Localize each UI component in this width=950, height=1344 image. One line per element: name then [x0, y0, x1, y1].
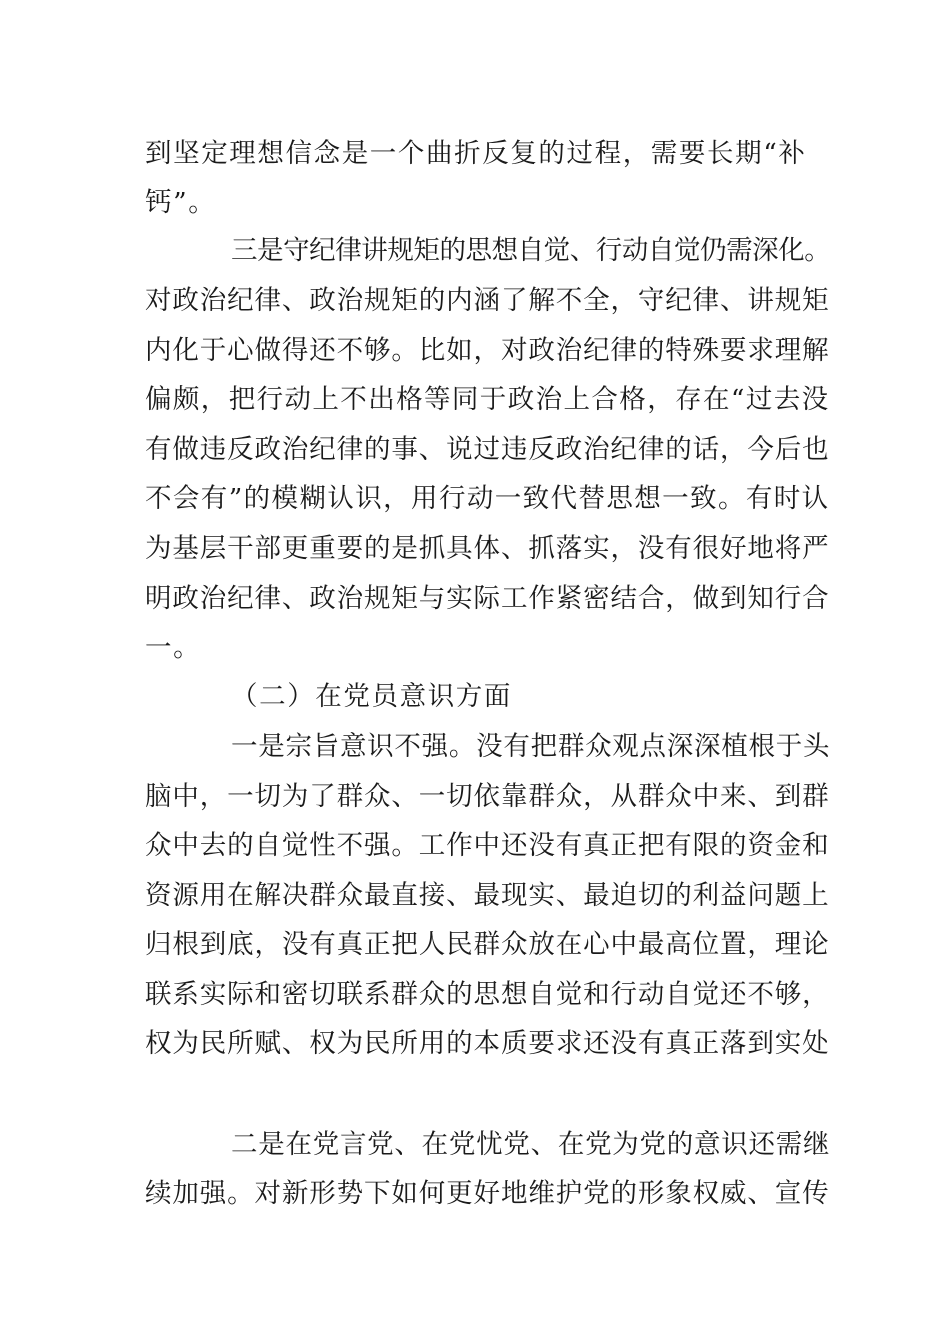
paragraph-start-line: 一是宗旨意识不强。没有把群众观点深深植根于头 — [231, 731, 831, 762]
text-line: 钙”。 — [145, 187, 217, 218]
text-line: 为基层干部更重要的是抓具体、抓落实，没有很好地将严 — [145, 533, 830, 564]
text-line: 联系实际和密切联系群众的思想自觉和行动自觉还不够， — [145, 979, 830, 1010]
text-line: 资源用在解决群众最直接、最现实、最迫切的利益问题上 — [145, 880, 830, 911]
text-line: 明政治纪律、政治规矩与实际工作紧密结合，做到知行合 — [145, 583, 830, 614]
text-line: 脑中，一切为了群众、一切依靠群众，从群众中来、到群 — [145, 781, 830, 812]
paragraph-start-line: 二是在党言党、在党忧党、在党为党的意识还需继 — [231, 1129, 831, 1160]
text-line: 内化于心做得还不够。比如，对政治纪律的特殊要求理解 — [145, 335, 830, 366]
text-line: 不会有”的模糊认识，用行动一致代替思想一致。有时认 — [145, 483, 830, 514]
text-line: 众中去的自觉性不强。工作中还没有真正把有限的资金和 — [145, 830, 830, 861]
text-line: 权为民所赋、权为民所用的本质要求还没有真正落到实处 — [145, 1028, 830, 1059]
text-line: 对政治纪律、政治规矩的内涵了解不全，守纪律、讲规矩 — [145, 285, 830, 316]
text-line: 有做违反政治纪律的事、说过违反政治纪律的话，今后也 — [145, 434, 830, 465]
text-line: 归根到底，没有真正把人民群众放在心中最高位置，理论 — [145, 929, 830, 960]
paragraph-start-line: 三是守纪律讲规矩的思想自觉、行动自觉仍需深化。 — [231, 235, 831, 266]
section-heading: （二）在党员意识方面 — [231, 681, 512, 712]
text-line: 偏颇，把行动上不出格等同于政治上合格，存在“过去没 — [145, 384, 830, 415]
text-line: 续加强。对新形势下如何更好地维护党的形象权威、宣传 — [145, 1178, 830, 1209]
text-line: 一。 — [145, 632, 202, 663]
text-line: 到坚定理想信念是一个曲折反复的过程，需要长期“补 — [145, 138, 807, 169]
